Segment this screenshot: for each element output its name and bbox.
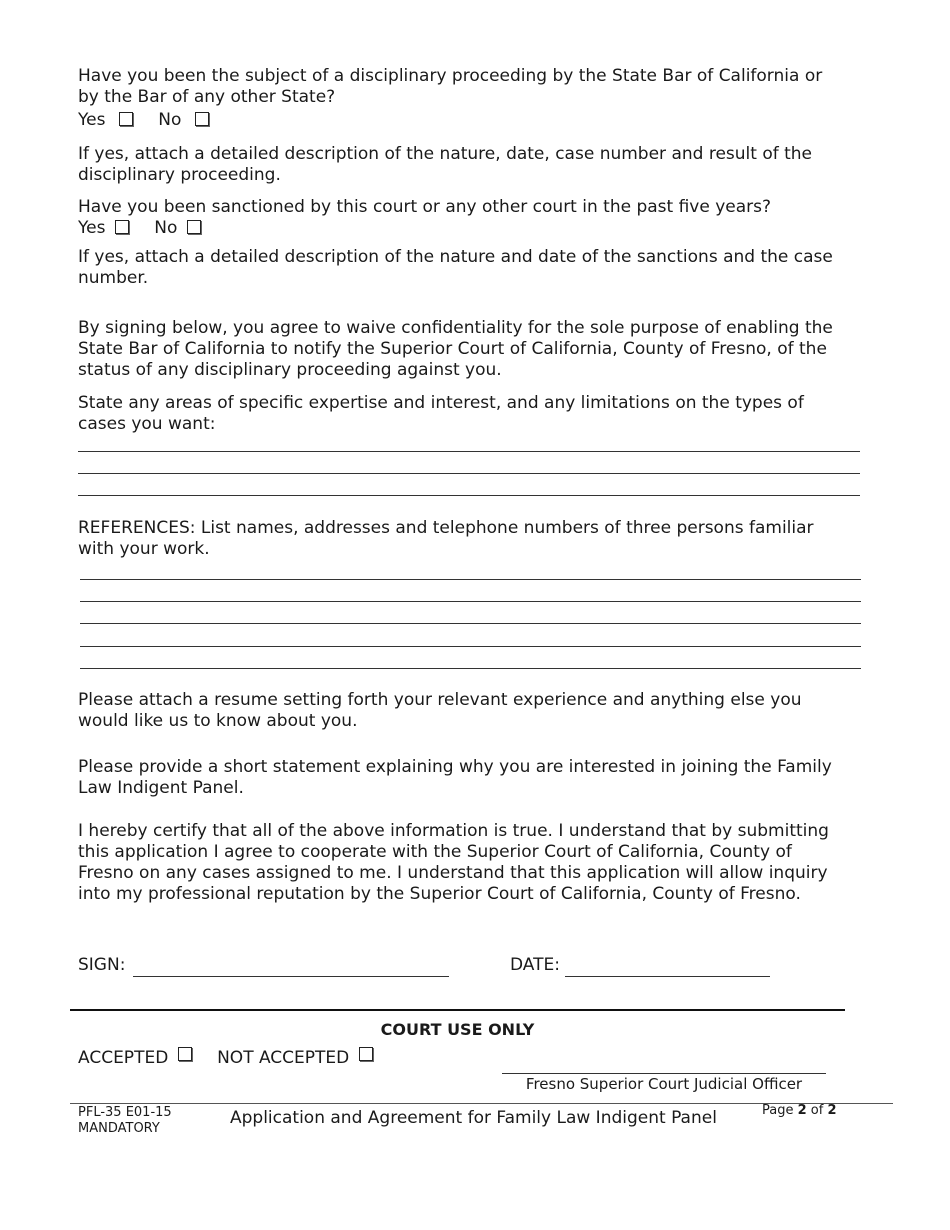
references-line-1[interactable] xyxy=(80,579,861,580)
accepted-label: ACCEPTED xyxy=(78,1048,169,1068)
references-line-2[interactable] xyxy=(80,601,861,602)
court-accepted-group xyxy=(78,1048,373,1069)
page-current: 2 xyxy=(797,1103,807,1118)
mandatory-label: MANDATORY xyxy=(78,1121,160,1136)
references-line-5[interactable] xyxy=(80,668,861,669)
statement-paragraph: Please provide a short statement explaining why you are interested in joining the Family Law Indigent Panel. xyxy=(78,757,832,798)
sanctioned-no-label: No xyxy=(154,218,178,238)
resume-paragraph: Please attach a resume setting forth your relevant experience and anything else you would like us to know about you. xyxy=(78,690,802,731)
expertise-line-1[interactable] xyxy=(78,451,860,452)
disciplinary-question: Have you been the subject of a disciplinary proceeding by the State Bar of California or by the Bar of any other State? xyxy=(78,66,823,107)
sanctioned-yes-label: Yes xyxy=(78,218,106,238)
references-prompt: REFERENCES: List names, addresses and telephone numbers of three persons familiar with your work. xyxy=(78,518,814,559)
sign-label: SIGN: xyxy=(78,955,126,975)
court-use-title: COURT USE ONLY xyxy=(380,1020,535,1039)
judicial-officer-line[interactable] xyxy=(502,1073,826,1074)
not-accepted-label: NOT ACCEPTED xyxy=(217,1048,350,1068)
page-prefix: Page xyxy=(762,1103,798,1118)
footer-title: Application and Agreement for Family Law Indigent Panel xyxy=(230,1108,717,1128)
form-id: PFL-35 E01-15 xyxy=(78,1105,172,1120)
disciplinary-no-label: No xyxy=(158,110,182,130)
page-total: 2 xyxy=(827,1103,837,1118)
waiver-paragraph: By signing below, you agree to waive confidentiality for the sole purpose of enabling the State Bar of California to notify the Superior Court of California, County of Fresno, of the status of any disciplinary proceeding against you. xyxy=(78,318,833,380)
expertise-line-3[interactable] xyxy=(78,495,860,496)
disciplinary-yes-label: Yes xyxy=(78,110,106,130)
judicial-officer-label: Fresno Superior Court Judicial Officer xyxy=(525,1075,803,1093)
expertise-prompt: State any areas of specific expertise and interest, and any limitations on the types of cases you want: xyxy=(78,393,804,434)
date-label: DATE: xyxy=(510,955,560,975)
expertise-line-2[interactable] xyxy=(78,473,860,474)
not-accepted-checkbox[interactable] xyxy=(359,1047,373,1061)
court-use-divider xyxy=(70,1009,845,1011)
page-indicator xyxy=(762,1103,837,1118)
page-of: of xyxy=(806,1103,828,1118)
sanctioned-followup: If yes, attach a detailed description of the nature and date of the sanctions and the case number. xyxy=(78,247,833,288)
accepted-checkbox[interactable] xyxy=(178,1047,192,1061)
sanctioned-question: Have you been sanctioned by this court or any other court in the past five years? xyxy=(78,197,772,217)
references-line-4[interactable] xyxy=(80,646,861,647)
sanctioned-no-checkbox[interactable] xyxy=(187,220,201,234)
disciplinary-options xyxy=(78,110,209,131)
disciplinary-followup: If yes, attach a detailed description of the nature, date, case number and result of the disciplinary proceeding. xyxy=(78,144,813,185)
certify-paragraph: I hereby certify that all of the above information is true. I understand that by submitting this application I agree to cooperate with the Superior Court of California, County of Fresno on any cases assigned to me. I understand that this application will allow inquiry into my professional reputation by the Superior Court of California, County of Fresno. xyxy=(78,821,829,904)
sanctioned-yes-checkbox[interactable] xyxy=(115,220,129,234)
date-line[interactable] xyxy=(565,976,770,977)
disciplinary-no-checkbox[interactable] xyxy=(195,112,209,126)
references-line-3[interactable] xyxy=(80,623,861,624)
disciplinary-yes-checkbox[interactable] xyxy=(119,112,133,126)
sign-line[interactable] xyxy=(133,976,449,977)
sanctioned-options xyxy=(78,218,201,239)
